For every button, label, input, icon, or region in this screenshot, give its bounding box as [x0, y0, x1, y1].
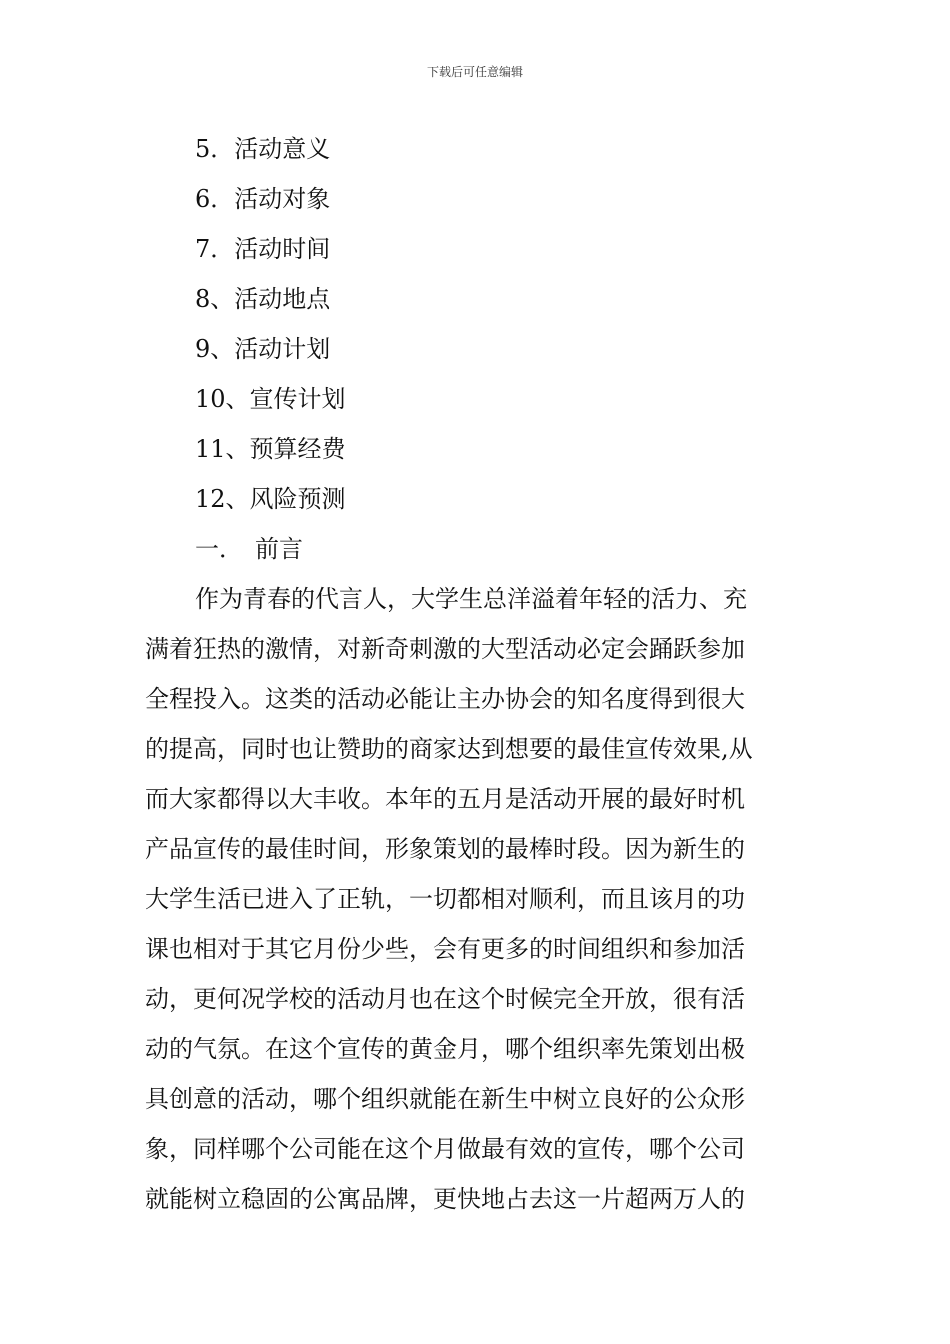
paragraph-line: 具创意的活动，哪个组织就能在新生中树立良好的公众形	[145, 1085, 745, 1113]
page-header: 下载后可任意编辑	[426, 65, 523, 79]
outline-item-6: 6．活动对象	[195, 185, 331, 213]
preface-paragraph	[145, 574, 805, 1224]
paragraph-line: 作为青春的代言人，大学生总洋溢着年轻的活力、充	[195, 585, 747, 613]
outline-item-8: 8、活动地点	[195, 285, 331, 313]
paragraph-line: 产品宣传的最佳时间，形象策划的最棒时段。因为新生的	[145, 835, 745, 863]
paragraph-line: 大学生活已进入了正轨，一切都相对顺利，而且该月的功	[145, 885, 745, 913]
paragraph-line: 动，更何况学校的活动月也在这个时候完全开放，很有活	[145, 985, 745, 1013]
outline-item-10: 10、宣传计划	[195, 385, 346, 413]
outline-item-5: 5．活动意义	[195, 135, 331, 163]
paragraph-line: 动的气氛。在这个宣传的黄金月，哪个组织率先策划出极	[145, 1035, 745, 1063]
paragraph-line: 而大家都得以大丰收。本年的五月是活动开展的最好时机	[145, 785, 745, 813]
paragraph-line: 全程投入。这类的活动必能让主办协会的知名度得到很大	[145, 685, 745, 713]
outline-item-12: 12、风险预测	[195, 485, 346, 513]
paragraph-line: 满着狂热的激情，对新奇刺激的大型活动必定会踊跃参加	[145, 635, 745, 663]
outline-item-11: 11、预算经费	[195, 435, 346, 463]
paragraph-line: 就能树立稳固的公寓品牌，更快地占去这一片超两万人的	[145, 1185, 745, 1213]
outline-item-7: 7．活动时间	[195, 235, 331, 263]
section-heading-preface: 一． 前言	[195, 535, 303, 563]
paragraph-line: 课也相对于其它月份少些，会有更多的时间组织和参加活	[145, 935, 745, 963]
paragraph-line: 的提高，同时也让赞助的商家达到想要的最佳宣传效果,从	[145, 735, 753, 763]
outline-list	[195, 124, 346, 574]
paragraph-line: 象，同样哪个公司能在这个月做最有效的宣传，哪个公司	[145, 1135, 745, 1163]
outline-item-9: 9、活动计划	[195, 335, 331, 363]
